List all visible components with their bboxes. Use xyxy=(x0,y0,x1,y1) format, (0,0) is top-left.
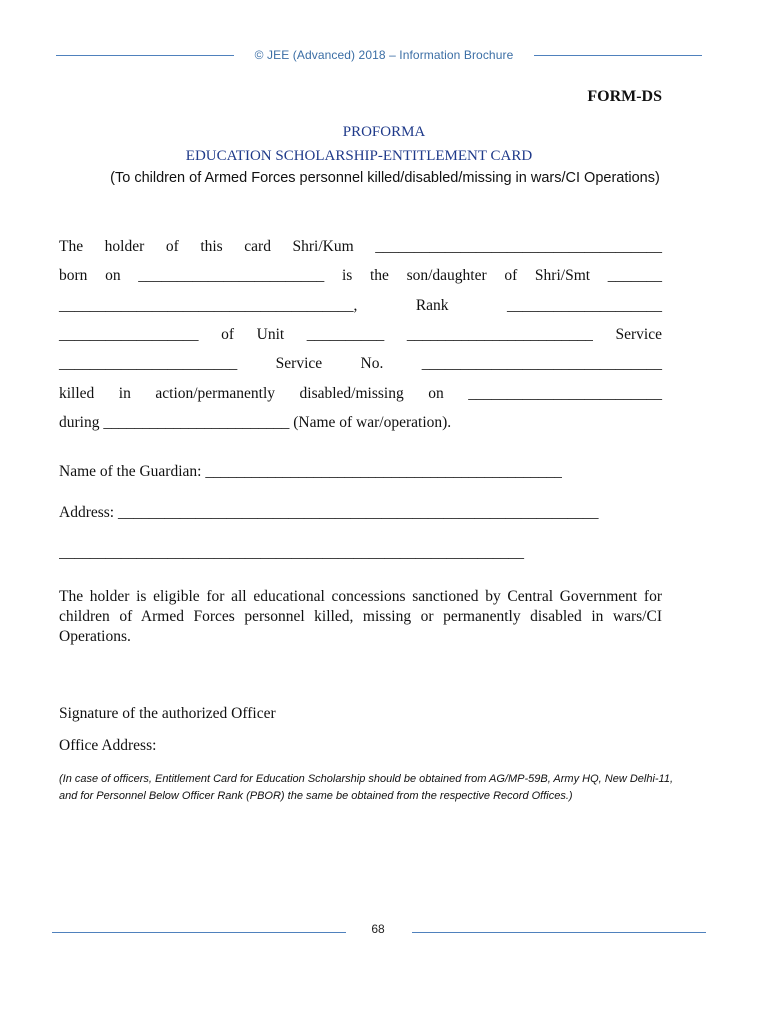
field-line-rank: ______________________________________, Rank ____________________ xyxy=(59,297,662,314)
field-line-born-on: born on ________________________ is the son/daughter of Shri/Smt _______ xyxy=(59,267,662,284)
eligibility-paragraph: The holder is eligible for all educational concessions sanctioned by Central Government for children of Armed Forces personnel killed, missing or permanently disabled in wars/CI Operations. xyxy=(59,588,662,645)
page-number: 68 xyxy=(371,922,385,936)
field-line-war: during ________________________ (Name of war/operation). xyxy=(59,414,452,431)
field-line-unit: __________________ of Unit __________ ________________________ Service xyxy=(59,326,662,343)
field-line-service-no: _______________________ Service No. _______________________________ xyxy=(59,355,662,372)
form-id: FORM-DS xyxy=(587,88,662,105)
proforma-heading: PROFORMA xyxy=(342,124,426,140)
field-line-holder: The holder of this card Shri/Kum _____________________________________ xyxy=(59,238,662,255)
office-address-label: Office Address: xyxy=(59,737,157,754)
signature-label: Signature of the authorized Officer xyxy=(59,705,276,722)
subtitle: (To children of Armed Forces personnel killed/disabled/missing in wars/CI Operations) xyxy=(110,170,660,186)
note-text: (In case of officers, Entitlement Card for Education Scholarship should be obtained from AG/MP-59B, Army HQ, New Delhi-11, and for Personnel Below Officer Rank (PBOR) the same be obtained from the respective Record Offices.) xyxy=(59,773,674,802)
address-field: Address: ______________________________________________________________ xyxy=(59,504,599,521)
card-title: EDUCATION SCHOLARSHIP-ENTITLEMENT CARD xyxy=(185,148,533,164)
guardian-field: Name of the Guardian: ______________________________________________ xyxy=(59,463,562,480)
header-text: © JEE (Advanced) 2018 – Information Brochure xyxy=(254,48,514,62)
field-line-status: killed in action/permanently disabled/missing on _________________________ xyxy=(59,385,662,402)
address-continuation: ____________________________________________________________ xyxy=(59,544,524,561)
